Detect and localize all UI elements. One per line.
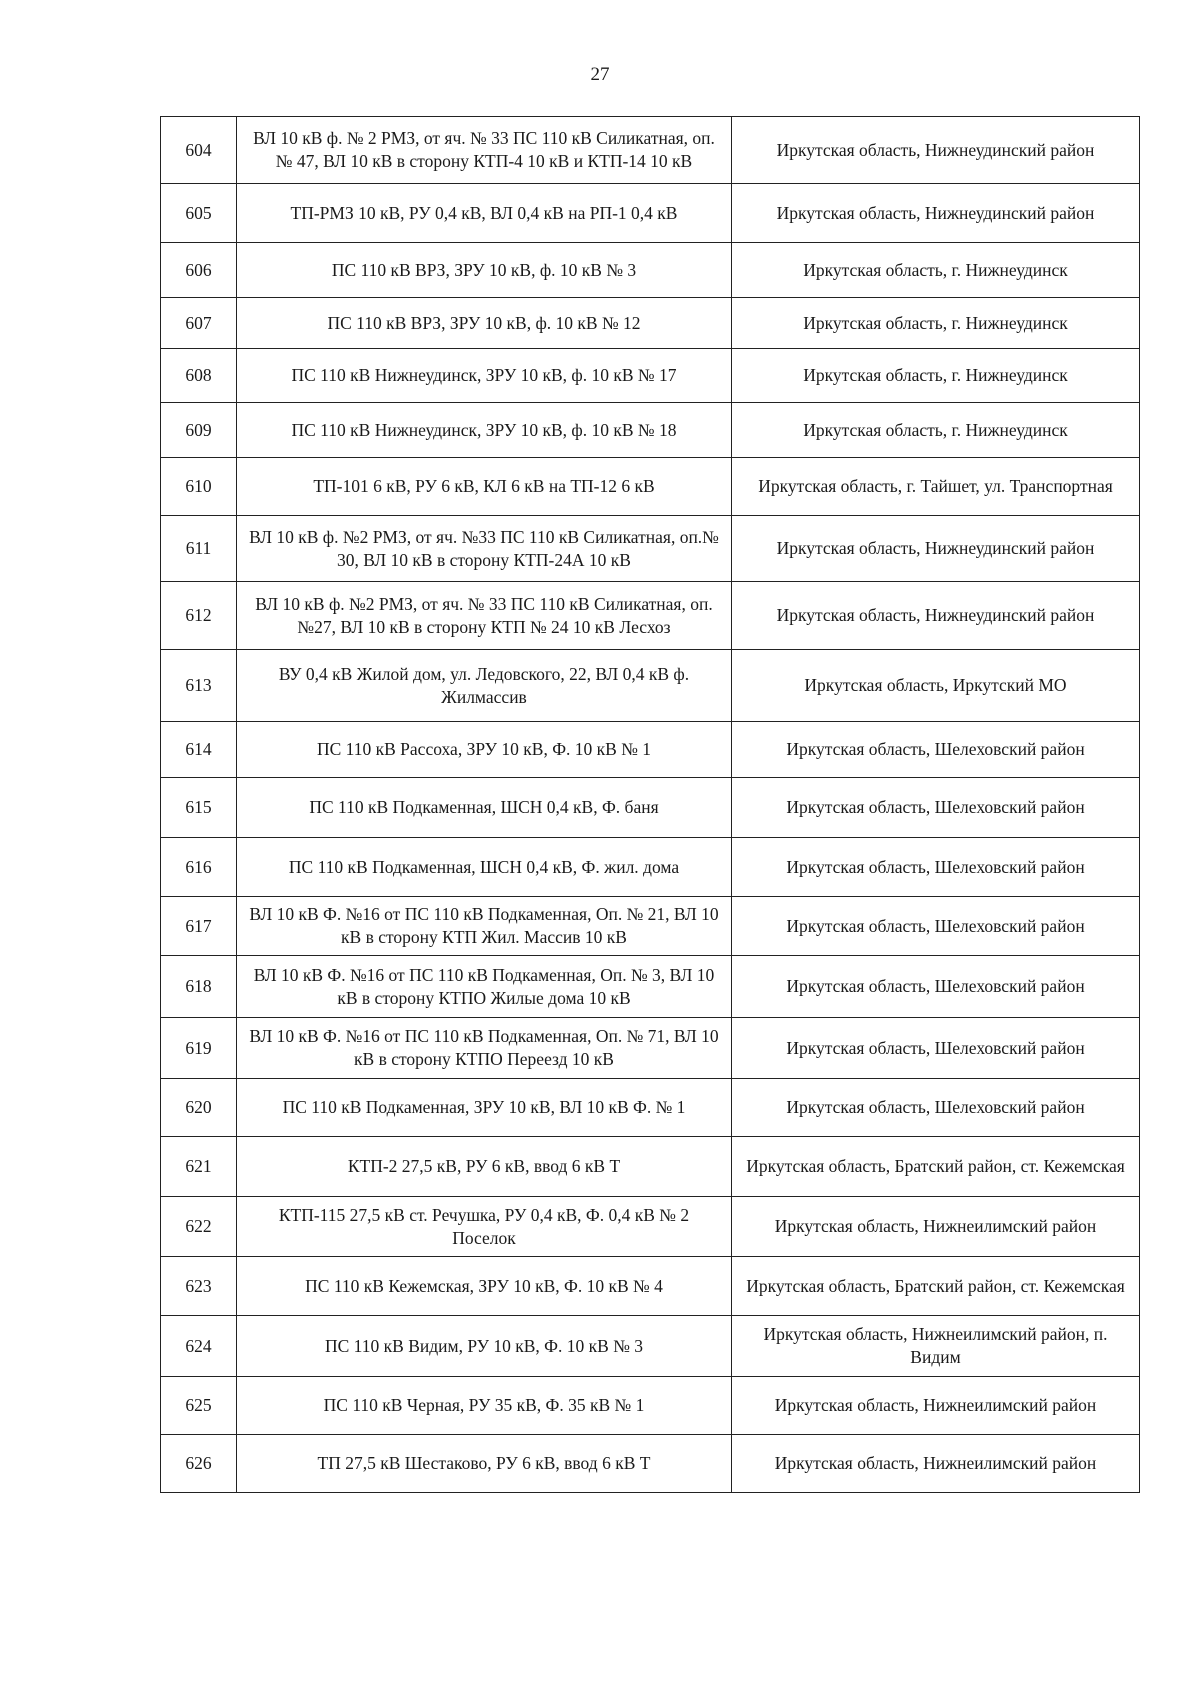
object-name-cell: ПС 110 кВ Кежемская, ЗРУ 10 кВ, Ф. 10 кВ № 4 xyxy=(237,1257,732,1316)
object-name-cell: ВЛ 10 кВ Ф. №16 от ПС 110 кВ Подкаменная, Оп. № 21, ВЛ 10 кВ в сторону КТП Жил. Массив 10 кВ xyxy=(237,897,732,956)
table-row xyxy=(161,298,1140,349)
row-number-cell: 626 xyxy=(161,1435,237,1493)
location-cell: Иркутская область, Шелеховский район xyxy=(732,956,1140,1018)
object-name-cell: ВУ 0,4 кВ Жилой дом, ул. Ледовского, 22, ВЛ 0,4 кВ ф. Жилмассив xyxy=(237,650,732,722)
object-name-cell: ПС 110 кВ Нижнеудинск, ЗРУ 10 кВ, ф. 10 кВ № 18 xyxy=(237,403,732,458)
table-row xyxy=(161,838,1140,897)
object-name-cell: ПС 110 кВ Подкаменная, ЗРУ 10 кВ, ВЛ 10 кВ Ф. № 1 xyxy=(237,1079,732,1137)
row-number-cell: 625 xyxy=(161,1377,237,1435)
table-row xyxy=(161,1197,1140,1257)
table-row xyxy=(161,184,1140,243)
table-row xyxy=(161,1137,1140,1197)
object-name-cell: ПС 110 кВ Видим, РУ 10 кВ, Ф. 10 кВ № 3 xyxy=(237,1316,732,1377)
location-cell: Иркутская область, Нижнеилимский район xyxy=(732,1435,1140,1493)
location-cell: Иркутская область, Нижнеудинский район xyxy=(732,117,1140,184)
object-name-cell: ТП-101 6 кВ, РУ 6 кВ, КЛ 6 кВ на ТП-12 6 кВ xyxy=(237,458,732,516)
location-cell: Иркутская область, г. Нижнеудинск xyxy=(732,243,1140,298)
location-cell: Иркутская область, Братский район, ст. Кежемская xyxy=(732,1257,1140,1316)
object-name-cell: ТП-РМЗ 10 кВ, РУ 0,4 кВ, ВЛ 0,4 кВ на РП-1 0,4 кВ xyxy=(237,184,732,243)
row-number-cell: 618 xyxy=(161,956,237,1018)
row-number-cell: 615 xyxy=(161,778,237,838)
location-cell: Иркутская область, г. Нижнеудинск xyxy=(732,349,1140,403)
location-cell: Иркутская область, Нижнеудинский район xyxy=(732,184,1140,243)
location-cell: Иркутская область, г. Нижнеудинск xyxy=(732,298,1140,349)
row-number-cell: 604 xyxy=(161,117,237,184)
location-cell: Иркутская область, г. Нижнеудинск xyxy=(732,403,1140,458)
object-name-cell: ВЛ 10 кВ ф. № 2 РМЗ, от яч. № 33 ПС 110 кВ Силикатная, оп. № 47, ВЛ 10 кВ в сторону КТП-4 10 кВ и КТП-14 10 кВ xyxy=(237,117,732,184)
location-cell: Иркутская область, Иркутский МО xyxy=(732,650,1140,722)
table-row xyxy=(161,956,1140,1018)
location-cell: Иркутская область, Шелеховский район xyxy=(732,722,1140,778)
table-row xyxy=(161,897,1140,956)
object-name-cell: ВЛ 10 кВ ф. №2 РМЗ, от яч. №33 ПС 110 кВ Силикатная, оп.№ 30, ВЛ 10 кВ в сторону КТП-24А 10 кВ xyxy=(237,516,732,582)
registry-table xyxy=(160,116,1140,1493)
row-number-cell: 616 xyxy=(161,838,237,897)
row-number-cell: 609 xyxy=(161,403,237,458)
table-row xyxy=(161,403,1140,458)
object-name-cell: ПС 110 кВ Подкаменная, ШСН 0,4 кВ, Ф. жил. дома xyxy=(237,838,732,897)
object-name-cell: ПС 110 кВ ВРЗ, ЗРУ 10 кВ, ф. 10 кВ № 12 xyxy=(237,298,732,349)
location-cell: Иркутская область, Шелеховский район xyxy=(732,1018,1140,1079)
object-name-cell: ВЛ 10 кВ Ф. №16 от ПС 110 кВ Подкаменная, Оп. № 71, ВЛ 10 кВ в сторону КТПО Переезд 10 кВ xyxy=(237,1018,732,1079)
row-number-cell: 610 xyxy=(161,458,237,516)
row-number-cell: 613 xyxy=(161,650,237,722)
row-number-cell: 621 xyxy=(161,1137,237,1197)
location-cell: Иркутская область, Шелеховский район xyxy=(732,897,1140,956)
object-name-cell: ПС 110 кВ Нижнеудинск, ЗРУ 10 кВ, ф. 10 кВ № 17 xyxy=(237,349,732,403)
object-name-cell: ТП 27,5 кВ Шестаково, РУ 6 кВ, ввод 6 кВ Т xyxy=(237,1435,732,1493)
table-row xyxy=(161,778,1140,838)
object-name-cell: ПС 110 кВ Рассоха, ЗРУ 10 кВ, Ф. 10 кВ № 1 xyxy=(237,722,732,778)
location-cell: Иркутская область, Шелеховский район xyxy=(732,838,1140,897)
row-number-cell: 620 xyxy=(161,1079,237,1137)
row-number-cell: 612 xyxy=(161,582,237,650)
row-number-cell: 623 xyxy=(161,1257,237,1316)
table-row xyxy=(161,1377,1140,1435)
table-row xyxy=(161,1435,1140,1493)
location-cell: Иркутская область, г. Тайшет, ул. Транспортная xyxy=(732,458,1140,516)
object-name-cell: ВЛ 10 кВ Ф. №16 от ПС 110 кВ Подкаменная, Оп. № 3, ВЛ 10 кВ в сторону КТПО Жилые дома 10 кВ xyxy=(237,956,732,1018)
table-row xyxy=(161,243,1140,298)
row-number-cell: 617 xyxy=(161,897,237,956)
table-row xyxy=(161,722,1140,778)
row-number-cell: 619 xyxy=(161,1018,237,1079)
registry-table-body xyxy=(161,117,1140,1493)
object-name-cell: ВЛ 10 кВ ф. №2 РМЗ, от яч. № 33 ПС 110 кВ Силикатная, оп. №27, ВЛ 10 кВ в сторону КТП № 24 10 кВ Лесхоз xyxy=(237,582,732,650)
location-cell: Иркутская область, Нижнеилимский район xyxy=(732,1377,1140,1435)
table-row xyxy=(161,516,1140,582)
row-number-cell: 611 xyxy=(161,516,237,582)
row-number-cell: 607 xyxy=(161,298,237,349)
object-name-cell: ПС 110 кВ Черная, РУ 35 кВ, Ф. 35 кВ № 1 xyxy=(237,1377,732,1435)
table-row xyxy=(161,349,1140,403)
location-cell: Иркутская область, Шелеховский район xyxy=(732,778,1140,838)
row-number-cell: 622 xyxy=(161,1197,237,1257)
row-number-cell: 608 xyxy=(161,349,237,403)
row-number-cell: 606 xyxy=(161,243,237,298)
location-cell: Иркутская область, Нижнеудинский район xyxy=(732,516,1140,582)
table-row xyxy=(161,582,1140,650)
table-row xyxy=(161,1316,1140,1377)
row-number-cell: 624 xyxy=(161,1316,237,1377)
object-name-cell: ПС 110 кВ Подкаменная, ШСН 0,4 кВ, Ф. баня xyxy=(237,778,732,838)
location-cell: Иркутская область, Нижнеудинский район xyxy=(732,582,1140,650)
row-number-cell: 605 xyxy=(161,184,237,243)
table-row xyxy=(161,1018,1140,1079)
row-number-cell: 614 xyxy=(161,722,237,778)
table-row xyxy=(161,1257,1140,1316)
location-cell: Иркутская область, Братский район, ст. Кежемская xyxy=(732,1137,1140,1197)
table-row xyxy=(161,650,1140,722)
table-row xyxy=(161,117,1140,184)
object-name-cell: ПС 110 кВ ВРЗ, ЗРУ 10 кВ, ф. 10 кВ № 3 xyxy=(237,243,732,298)
table-row xyxy=(161,458,1140,516)
table-row xyxy=(161,1079,1140,1137)
page-number: 27 xyxy=(590,64,610,85)
location-cell: Иркутская область, Нижнеилимский район, п. Видим xyxy=(732,1316,1140,1377)
object-name-cell: КТП-2 27,5 кВ, РУ 6 кВ, ввод 6 кВ Т xyxy=(237,1137,732,1197)
location-cell: Иркутская область, Шелеховский район xyxy=(732,1079,1140,1137)
location-cell: Иркутская область, Нижнеилимский район xyxy=(732,1197,1140,1257)
object-name-cell: КТП-115 27,5 кВ ст. Речушка, РУ 0,4 кВ, Ф. 0,4 кВ № 2 Поселок xyxy=(237,1197,732,1257)
